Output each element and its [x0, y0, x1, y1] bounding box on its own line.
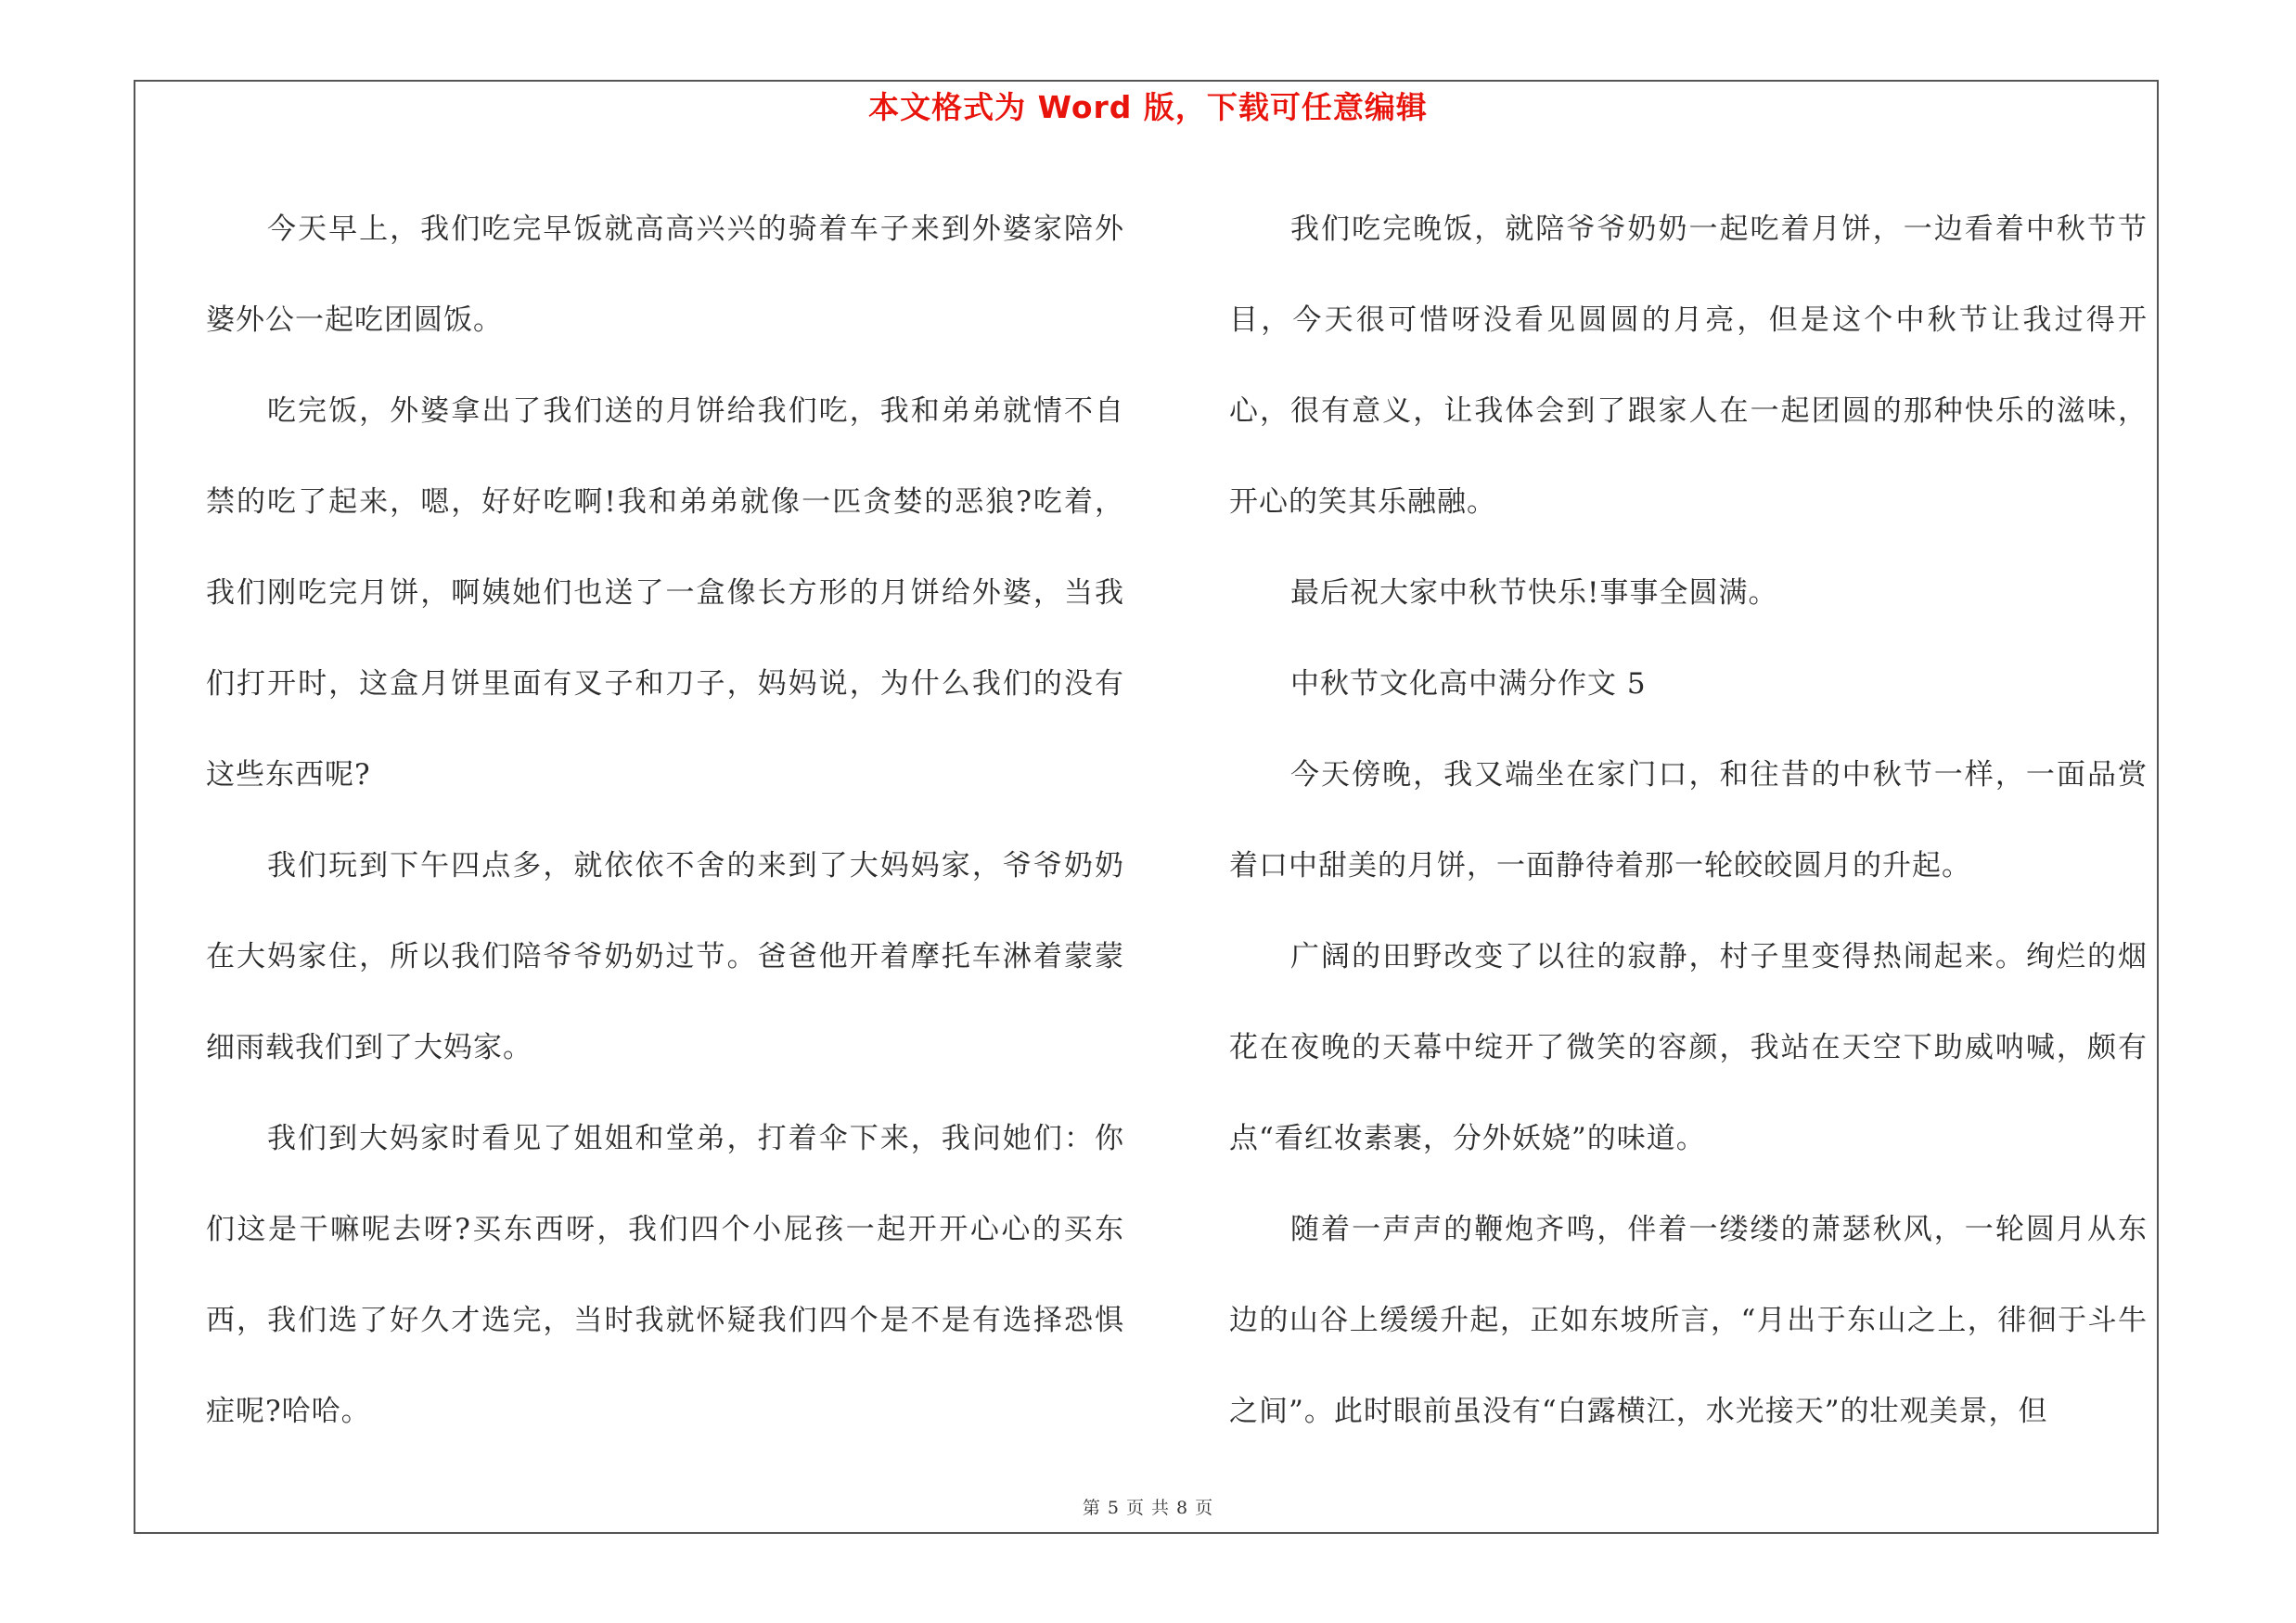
paragraph: 我们到大妈家时看见了姐姐和堂弟，打着伞下来，我问她们：你们这是干嘛呢去呀?买东西呀，我们四个小屁孩一起开开心心的买东西，我们选了好久才选完，当时我就怀疑我们四个是不是有选择恐惧症呢?哈哈。	[206, 1122, 1124, 1428]
paragraph: 最后祝大家中秋节快乐!事事全圆满。	[1290, 576, 1778, 610]
right-text-column	[1229, 184, 2148, 1457]
paragraph: 我们玩到下午四点多，就依依不舍的来到了大妈妈家，爷爷奶奶在大妈家住，所以我们陪爷爷奶奶过节。爸爸他开着摩托车淋着蒙蒙细雨载我们到了大妈家。	[206, 849, 1124, 1064]
paragraph: 广阔的田野改变了以往的寂静，村子里变得热闹起来。绚烂的烟花在夜晚的天幕中绽开了微笑的容颜，我站在天空下助威呐喊，颇有点“看红妆素裹，分外妖娆”的味道。	[1229, 940, 2148, 1155]
document-header-title: 本文格式为 Word 版，下载可任意编辑	[868, 89, 1428, 125]
paragraph: 今天早上，我们吃完早饭就高高兴兴的骑着车子来到外婆家陪外婆外公一起吃团圆饭。	[206, 213, 1124, 337]
paragraph: 今天傍晚，我又端坐在家门口，和往昔的中秋节一样，一面品赏着口中甜美的月饼，一面静待着那一轮皎皎圆月的升起。	[1229, 758, 2148, 882]
paragraph: 随着一声声的鞭炮齐鸣，伴着一缕缕的萧瑟秋风，一轮圆月从东边的山谷上缓缓升起，正如东坡所言，“月出于东山之上，徘徊于斗牛之间”。此时眼前虽没有“白露横江，水光接天”的壮观美景，但	[1229, 1213, 2148, 1428]
paragraph: 我们吃完晚饭，就陪爷爷奶奶一起吃着月饼，一边看着中秋节节目，今天很可惜呀没看见圆圆的月亮，但是这个中秋节让我过得开心，很有意义，让我体会到了跟家人在一起团圆的那种快乐的滋味，开心的笑其乐融融。	[1229, 213, 2148, 519]
left-text-column	[206, 184, 1124, 1457]
paragraph: 吃完饭，外婆拿出了我们送的月饼给我们吃，我和弟弟就情不自禁的吃了起来，嗯，好好吃啊!我和弟弟就像一匹贪婪的恶狼?吃着，我们刚吃完月饼，啊姨她们也送了一盒像长方形的月饼给外婆，当我们打开时，这盒月饼里面有叉子和刀子，妈妈说，为什么我们的没有这些东西呢?	[206, 394, 1124, 792]
page-number-footer: 第 5 页 共 8 页	[1082, 1498, 1214, 1518]
section-heading: 中秋节文化高中满分作文 5	[1290, 667, 1647, 701]
